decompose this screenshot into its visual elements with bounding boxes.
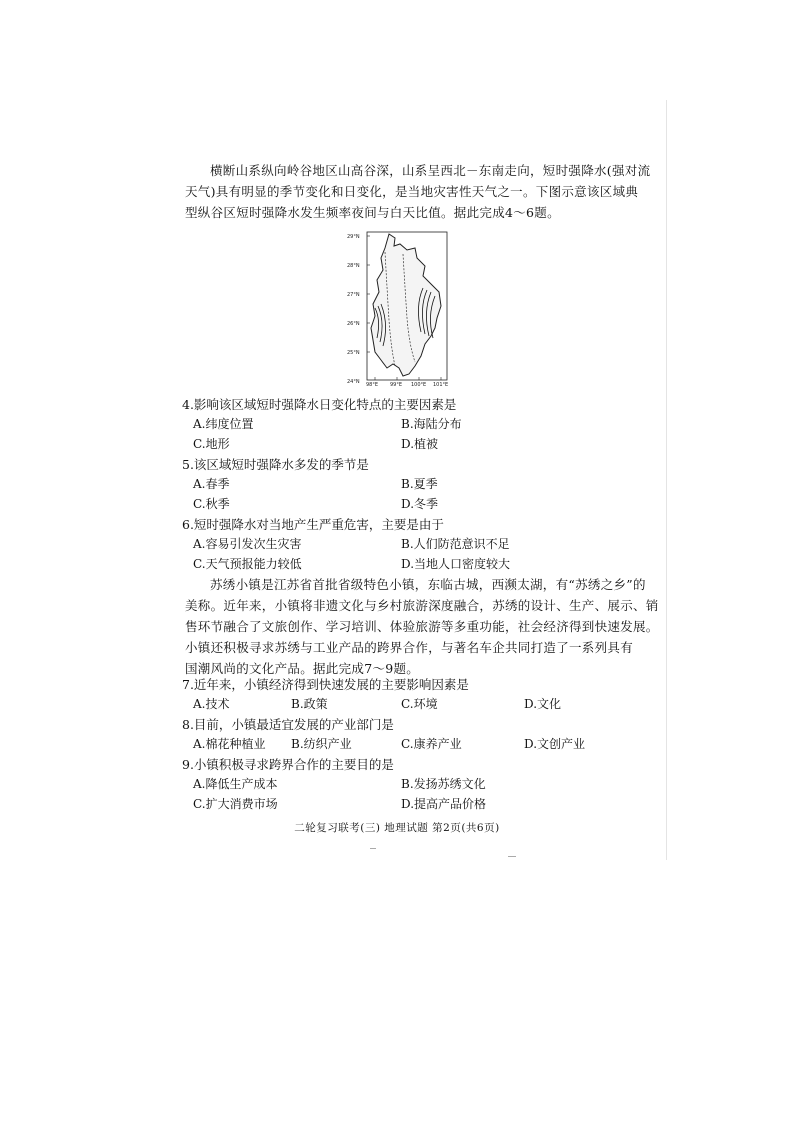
question-8-option-c[interactable]: C.康养产业	[401, 737, 462, 751]
question-6-stem: 6.短时强降水对当地产生严重危害，主要是由于	[182, 517, 444, 532]
lat-label: 25°N	[347, 350, 360, 356]
lon-label: 101°E	[433, 382, 449, 388]
map-svg	[345, 228, 455, 388]
lon-label: 100°E	[411, 382, 427, 388]
question-9-stem: 9.小镇积极寻求跨界合作的主要目的是	[182, 757, 394, 772]
question-9-option-d[interactable]: D.提高产品价格	[401, 797, 487, 811]
question-4-stem: 4.影响该区域短时强降水日变化特点的主要因素是	[182, 397, 457, 412]
passage-intro-7-9	[185, 574, 659, 679]
terrain-ratio-map	[345, 228, 455, 388]
page-edge-line	[666, 100, 667, 860]
question-8-stem: 8.目前，小镇最适宜发展的产业部门是	[182, 717, 394, 732]
lat-label: 26°N	[347, 321, 360, 327]
passage-line: 售环节融合了文旅创作、学习培训、体验旅游等多重功能，社会经济得到快速发展。	[185, 619, 659, 634]
passage-line: 型纵谷区短时强降水发生频率夜间与白天比值。据此完成4～6题。	[185, 205, 560, 220]
scan-speck	[508, 856, 516, 857]
question-8-option-d[interactable]: D.文创产业	[524, 737, 586, 751]
lat-label: 24°N	[347, 379, 360, 385]
question-7-option-b[interactable]: B.政策	[291, 697, 328, 711]
passage-intro-4-6	[185, 160, 651, 223]
question-5-option-d[interactable]: D.冬季	[401, 497, 439, 511]
passage-line: 美称。近年来，小镇将非遗文化与乡村旅游深度融合，苏绣的设计、生产、展示、销	[185, 598, 659, 613]
question-6-option-a[interactable]: A.容易引发次生灾害	[193, 537, 302, 551]
question-9-option-a[interactable]: A.降低生产成本	[193, 777, 278, 791]
passage-line: 天气)具有明显的季节变化和日变化，是当地灾害性天气之一。下图示意该区域典	[185, 184, 639, 199]
question-5-option-c[interactable]: C.秋季	[193, 497, 230, 511]
question-5-option-b[interactable]: B.夏季	[401, 477, 438, 491]
question-9-option-c[interactable]: C.扩大消费市场	[193, 797, 278, 811]
passage-line: 横断山系纵向岭谷地区山高谷深，山系呈西北－东南走向，短时强降水(强对流	[210, 163, 651, 178]
question-9-option-b[interactable]: B.发扬苏绣文化	[401, 777, 486, 791]
question-6-option-b[interactable]: B.人们防范意识不足	[401, 537, 510, 551]
question-6-option-c[interactable]: C.天气预报能力较低	[193, 557, 302, 571]
question-4-option-d[interactable]: D.植被	[401, 437, 439, 451]
question-7-option-d[interactable]: D.文化	[524, 697, 562, 711]
question-7-stem: 7.近年来，小镇经济得到快速发展的主要影响因素是	[182, 677, 469, 692]
question-4-option-a[interactable]: A.纬度位置	[193, 417, 254, 431]
question-5-stem: 5.该区域短时强降水多发的季节是	[182, 457, 369, 472]
lon-label: 98°E	[366, 382, 379, 388]
question-6-option-d[interactable]: D.当地人口密度较大	[401, 557, 511, 571]
lat-label: 28°N	[347, 263, 360, 269]
passage-line: 小镇还积极寻求苏绣与工业产品的跨界合作，与著名车企共同打造了一系列具有	[185, 640, 634, 655]
question-5-option-a[interactable]: A.春季	[193, 477, 230, 491]
passage-line: 苏绣小镇是江苏省首批省级特色小镇，东临古城，西濒太湖，有“苏绣之乡”的	[210, 577, 646, 592]
scan-speck	[370, 848, 376, 849]
question-8-option-a[interactable]: A.棉花种植业	[193, 737, 266, 751]
question-4-option-b[interactable]: B.海陆分布	[401, 417, 462, 431]
question-7-option-c[interactable]: C.环境	[401, 697, 438, 711]
question-7-option-a[interactable]: A.技术	[193, 697, 230, 711]
passage-line: 国潮风尚的文化产品。据此完成7～9题。	[185, 661, 420, 676]
question-4-option-c[interactable]: C.地形	[193, 437, 230, 451]
lon-label: 99°E	[390, 382, 403, 388]
question-8-option-b[interactable]: B.纺织产业	[291, 737, 352, 751]
page-footer: 二轮复习联考(三) 地理试题 第2页(共6页)	[294, 822, 500, 834]
lat-label: 27°N	[347, 292, 360, 298]
lat-label: 29°N	[347, 234, 360, 240]
